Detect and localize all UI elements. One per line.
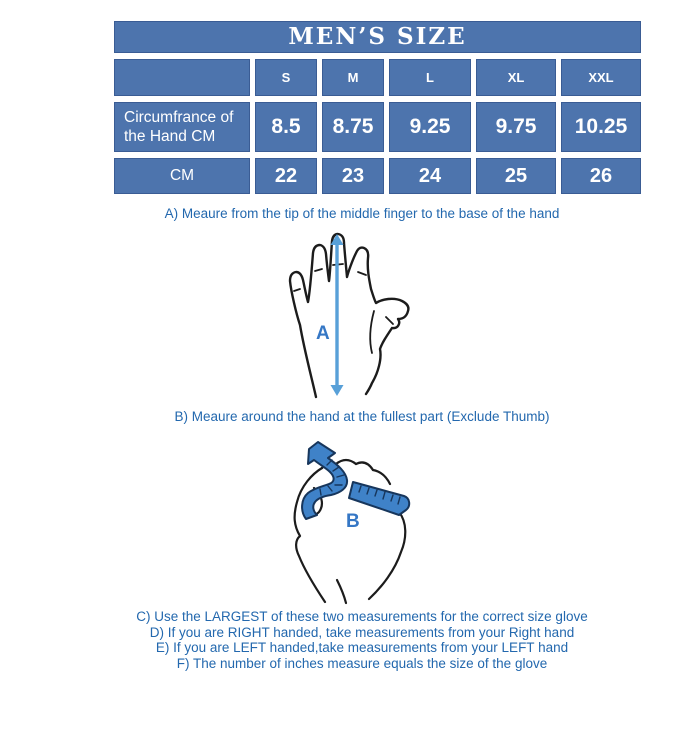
circumference-value-xxl: 10.25: [561, 102, 641, 152]
note-inches-equal: F) The number of inches measure equals the size of the glove: [176, 655, 548, 671]
cm-value-m: 23: [322, 158, 384, 194]
note-measure-a: A) Meaure from the tip of the middle finger to the base of the hand: [164, 206, 560, 221]
circumference-value-l: 9.25: [389, 102, 471, 152]
note-right-hand: D) If you are RIGHT handed, take measurements from your Right hand: [149, 624, 575, 640]
open-hand-illustration: [270, 231, 440, 409]
note-left-hand: E) If you are LEFT handed,take measurements from your LEFT hand: [155, 640, 569, 656]
row-label-cm: CM: [114, 158, 250, 194]
corner-cell: [114, 59, 250, 96]
circumference-value-m: 8.75: [322, 102, 384, 152]
measure-label-b: B: [346, 511, 360, 532]
hand-outline: [290, 234, 408, 397]
table-title: MEN’S SIZE: [114, 21, 641, 53]
size-col-header-s: S: [255, 59, 317, 96]
measuring-tape-icon: [302, 442, 409, 519]
fist-illustration: [258, 428, 453, 606]
size-table: [114, 21, 641, 194]
size-col-header-xl: XL: [476, 59, 556, 96]
row-label-circumference: Circumfrance of the Hand CM: [114, 102, 250, 152]
cm-value-s: 22: [255, 158, 317, 194]
measure-label-a: A: [316, 323, 330, 344]
note-largest: C) Use the LARGEST of these two measurements for the correct size glove: [136, 609, 588, 624]
size-col-header-m: M: [322, 59, 384, 96]
circumference-value-s: 8.5: [255, 102, 317, 152]
circumference-value-xl: 9.75: [476, 102, 556, 152]
cm-value-xxl: 26: [561, 158, 641, 194]
cm-value-l: 24: [389, 158, 471, 194]
size-col-header-l: L: [389, 59, 471, 96]
notes-c-to-f: [12, 609, 700, 671]
note-measure-b: B) Meaure around the hand at the fullest part (Exclude Thumb): [174, 409, 550, 424]
cm-value-xl: 25: [476, 158, 556, 194]
size-grid: [114, 59, 641, 194]
size-col-header-xxl: XXL: [561, 59, 641, 96]
